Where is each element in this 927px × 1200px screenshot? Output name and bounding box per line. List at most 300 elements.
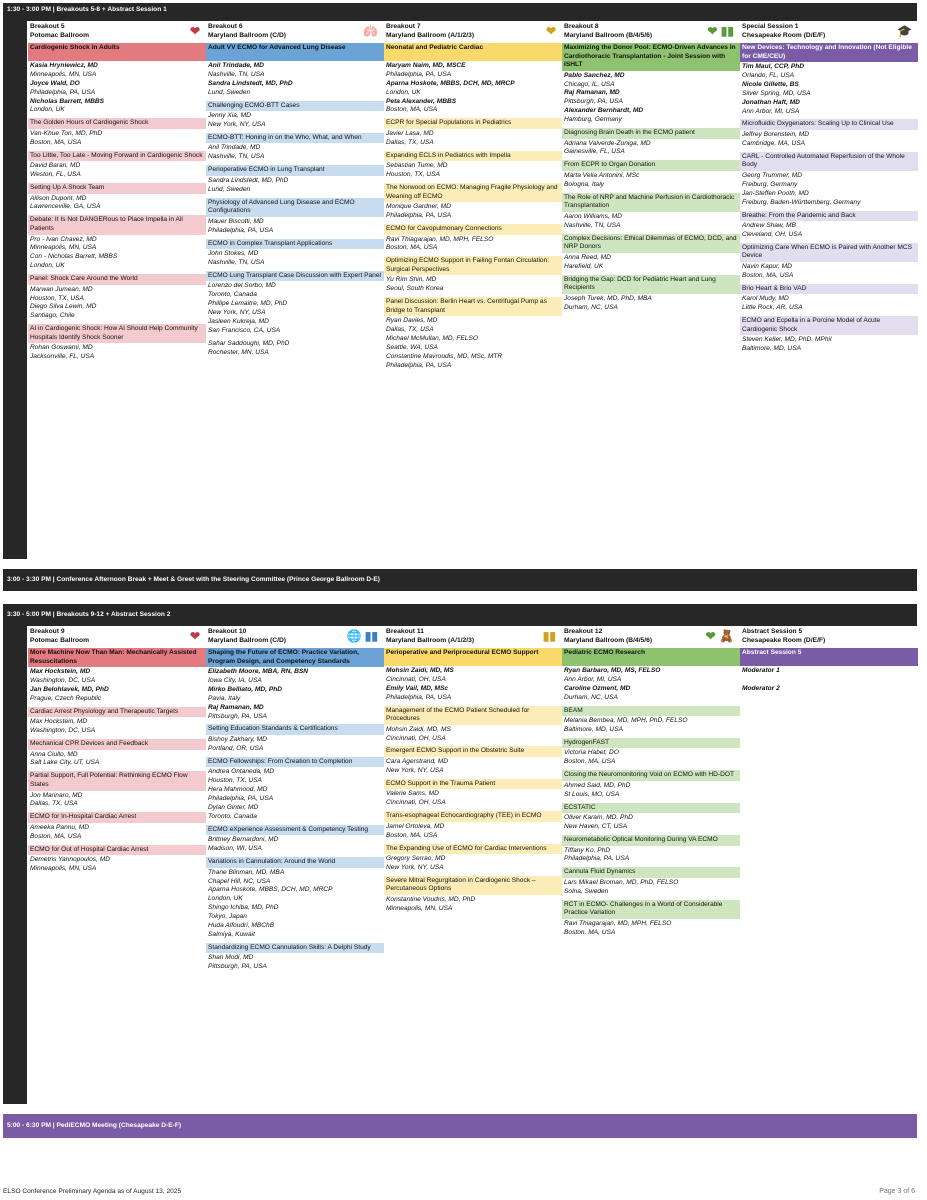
speaker-name: Allison Dupont, MD [30, 194, 87, 202]
speaker-list [384, 61, 562, 118]
speaker-location: Little Rock, AR, USA [742, 304, 803, 312]
talk-title[interactable]: Closing the Neuromonitoring Void on ECMO with HD-DOT [562, 770, 740, 781]
session-number: Breakout 9 [30, 628, 65, 635]
session-header [740, 628, 918, 648]
talk-title[interactable]: Physiology of Advanced Lung Disease and ECMO Configurations [206, 198, 384, 217]
speaker-location: Philadelphia, PA, USA [564, 855, 630, 863]
speaker-name: Marwan Jumean, MD [30, 285, 93, 293]
speaker-list [562, 781, 740, 803]
talk-title[interactable]: The Role of NRP and Machine Perfusion in Cardiothoracic Transplantation [562, 193, 740, 212]
speaker-name: Karol Mudy, MD [742, 295, 789, 303]
speaker-list [384, 854, 562, 876]
speaker-list [28, 823, 206, 845]
talk-title[interactable]: Management of the ECMO Patient Scheduled for Procedures [384, 706, 562, 725]
session-column [740, 23, 918, 357]
speaker-name: Marta Velia Antonini, MSc [564, 171, 640, 179]
talk-title[interactable]: Bridging the Gap: DCD for Pediatric Heart and Lung Recipients [562, 275, 740, 294]
speaker-list [562, 878, 740, 900]
speaker-list [206, 767, 384, 824]
speaker-location: Salt Lake City, UT, USA [30, 759, 100, 767]
speaker-list [206, 667, 384, 724]
speaker-location: Boston, MA, USA [564, 758, 616, 766]
speaker-location: Boston, MA, USA [30, 832, 82, 840]
speaker-location: New York, NY, USA [386, 863, 444, 871]
speaker-location: Houston, TX, USA [208, 777, 262, 785]
talk-title[interactable]: Debate: It Is Not DANGERous to Place Impella in All Patients [28, 215, 206, 234]
speaker-location: Philadelphia, PA, USA [386, 212, 452, 220]
speaker-name: Victoria Habet, DO [564, 749, 619, 757]
speaker-location: New York, NY, USA [208, 309, 266, 317]
session-column [384, 628, 562, 917]
talk-title[interactable]: Panel Discussion: Berlin Heart vs. Centrifugal Pump as Bridge to Transplant [384, 297, 562, 316]
speaker-location: Cincinnati, OH, USA [386, 799, 446, 807]
talk-title[interactable]: AI in Cardiogenic Shock: How AI Should Help Community Hospitals Identify Shock Sooner [28, 324, 206, 343]
talk-title[interactable]: ECMO for Out of Hospital Cardiac Arrest [28, 845, 206, 856]
speaker-location: Chapel Hill, NC, USA [208, 877, 271, 885]
speaker-name: Tiffany Ko, PhD [564, 846, 611, 854]
talk-title[interactable]: Mechanical CPR Devices and Feedback [28, 739, 206, 750]
speaker-list [206, 61, 384, 101]
speaker-list [28, 791, 206, 813]
session-header [28, 23, 206, 43]
speaker-name: Anna Reed, MD [564, 253, 611, 261]
speaker-list [206, 735, 384, 757]
session-number: Abstract Session 5 [742, 628, 803, 635]
speaker-location: Pavia, Italy [208, 694, 241, 702]
speaker-name: Valerie Sams, MD [386, 790, 439, 798]
speaker-location: Toronto, Canada [208, 812, 257, 820]
speaker-location: Santiago, Chile [30, 312, 75, 320]
session-room: Maryland Ballroom (A/1/2/3) [386, 636, 475, 644]
speaker-list [28, 667, 206, 707]
session-title[interactable]: Pediatric ECMO Research [562, 648, 740, 666]
topic-icon: 🫁 [363, 24, 378, 38]
speaker-location: Philadelphia, PA, USA [386, 70, 452, 78]
speaker-location: Durham, NC, USA [564, 693, 618, 701]
speaker-list [28, 750, 206, 772]
speaker-location: Houston, TX, USA [30, 294, 84, 302]
speaker-list [28, 194, 206, 216]
speaker-location: Hamburg, Germany [564, 116, 622, 124]
session-time-bar-2: 3:00 - 3:30 PM | Conference Afternoon Break + Meet & Greet with the Steering Committee (Prince George Ballroom D-E) [3, 569, 917, 591]
speaker-location: London, UK [30, 106, 65, 114]
speaker-location: Nashville, TN, USA [564, 221, 621, 229]
talk-title[interactable]: Complex Decisions: Ethical Dilemmas of ECMO, DCD, and NRP Donors [562, 234, 740, 253]
talk-title[interactable]: ECMO eXperience Assessment & Competency Testing [206, 825, 384, 836]
speaker-name: Aparna Hoskote, MBBS, DCH, MD, MRCP [208, 886, 333, 894]
topic-icon: ❤ ▮▮ [707, 24, 734, 38]
session-header [562, 628, 740, 648]
speaker-name: Caroline Ozment, MD [564, 684, 631, 692]
talk-title[interactable]: ECMO Fellowships: From Creation to Completion [206, 757, 384, 768]
speaker-name: Monique Gardner, MD [386, 203, 451, 211]
talk-title[interactable]: Setting Education Standards & Certifications [206, 724, 384, 735]
speaker-location: Baltimore, MD, USA [564, 726, 623, 734]
speaker-location: Dallas, TX, USA [386, 138, 434, 146]
speaker-location: Ann Arbor, MI, USA [564, 675, 622, 683]
speaker-list [740, 294, 918, 316]
speaker-name: Michael McMullan, MD, FELSO [386, 335, 478, 343]
speaker-name: Jasleen Kukreja, MD [208, 317, 269, 325]
speaker-location: Minneapolis, MN, USA [30, 70, 97, 78]
speaker-list [562, 666, 740, 706]
session-number: Breakout 7 [386, 23, 421, 30]
session-title[interactable]: Perioperative and Periprocedural ECMO Support [384, 648, 562, 666]
speaker-name: Jonathan Haft, MD [742, 98, 800, 106]
session-room: Chesapeake Room (D/E/F) [742, 636, 826, 644]
speaker-list [562, 294, 740, 316]
speaker-name: Elizabeth Moore, MBA, RN, BSN [208, 668, 309, 676]
speaker-location [742, 676, 916, 685]
speaker-name: Ravi Thiagarajan, MD, MPH, FELSO [564, 919, 672, 927]
topic-icon: ❤ [189, 24, 200, 38]
speaker-name: Max Hockstein, MD [30, 718, 88, 726]
speaker-list [28, 161, 206, 183]
speaker-name: Mirko Belliato, MD, PhD [208, 685, 283, 693]
topic-icon: ❤ [545, 24, 556, 38]
speaker-location: Madison, WI, USA [208, 845, 262, 853]
session-column [28, 23, 206, 365]
talk-title[interactable]: Cardiac Arrest Physiology and Therapeutic Targets [28, 707, 206, 718]
speaker-name: Moderator 1 [742, 667, 780, 674]
speaker-list [28, 285, 206, 325]
session-title[interactable]: Maximizing the Donor Pool: ECMO-Driven Advances in Cardiothoracic Transplantation - Joint Session with ISHLT [562, 43, 740, 71]
speaker-name: Jon Marinaro, MD [30, 791, 83, 799]
talk-title[interactable]: Emergent ECMO Support in the Obstetric Suite [384, 746, 562, 757]
speaker-list [206, 217, 384, 239]
speaker-name: Steven Keller, MD, PhD, MPhil [742, 336, 832, 344]
talk-title[interactable]: ECSTATIC [562, 803, 740, 814]
speaker-name: Mohsin Zaidi, MD, MS [386, 667, 454, 674]
speaker-name: Jan-Steffen Pooth, MD [742, 189, 809, 197]
session-column [206, 23, 384, 361]
speaker-name: Sahar Saddoughi, MD, PhD [208, 339, 290, 347]
speaker-list [740, 335, 918, 357]
speaker-name: Mohsin Zaidi, MD, MS [386, 725, 451, 733]
speaker-location: St Louis, MO, USA [564, 790, 620, 798]
speaker-list [562, 919, 740, 941]
speaker-name: Van-Khue Ton, MD, PhD [30, 129, 103, 137]
session-title[interactable]: Shaping the Future of ECMO: Practice Variation, Program Design, and Competency Standards [206, 648, 384, 667]
talk-title[interactable]: CARL - Controlled Automated Reperfusion of the Whole Body [740, 152, 918, 171]
speaker-name: John Stokes, MD [208, 250, 259, 258]
speaker-name: Ravi Thiagarajan, MD, MPH, FELSO [386, 235, 494, 243]
speaker-location: Minneapolis, MN, USA [386, 904, 453, 912]
speaker-location: Lund, Sweden [208, 88, 251, 96]
session-header [206, 628, 384, 648]
speaker-name: Lorenzo del Sorbo, MD [208, 282, 276, 290]
speaker-name: Anna Ciullo, MD [30, 750, 78, 758]
talk-title[interactable]: Cannula Fluid Dynamics [562, 867, 740, 878]
session-number: Breakout 6 [208, 23, 243, 30]
speaker-list [206, 868, 384, 943]
speaker-list [562, 813, 740, 835]
talk-title[interactable]: Perioperative ECMO in Lung Transplant [206, 165, 384, 176]
speaker-list [740, 262, 918, 284]
speaker-location: Philadelphia, PA, USA [386, 361, 452, 369]
speaker-list [384, 789, 562, 811]
speaker-location: London, UK [30, 262, 65, 270]
session-number: Special Session 1 [742, 23, 799, 30]
talk-title[interactable]: Brio Heart & Brio VAD [740, 284, 918, 295]
speaker-location: Pittsburgh, PA, USA [208, 963, 267, 971]
speaker-location: Boston, MA, USA [30, 138, 82, 146]
speaker-list [562, 212, 740, 234]
speaker-location: Tokyo, Japan [208, 913, 247, 921]
speaker-location: Philadelphia, PA, USA [30, 88, 96, 96]
talk-title[interactable]: ECMO-BTT: Honing in on the Who, What, and When [206, 133, 384, 144]
talk-title[interactable]: Severe Mitral Regurgitation in Cardiogenic Shock – Percutaneous Options [384, 876, 562, 895]
speaker-list [28, 855, 206, 877]
speaker-name: Oliver Karam, MD, PhD [564, 814, 633, 822]
speaker-location: Minneapolis, MN, USA [30, 865, 97, 873]
session-column [740, 628, 918, 697]
talk-title[interactable]: The Norwood on ECMO: Managing Fragile Physiology and Weaning off ECMO [384, 183, 562, 202]
speaker-list [384, 895, 562, 917]
speaker-location: Iowa City, IA, USA [208, 677, 262, 685]
session-number: Breakout 5 [30, 23, 65, 30]
speaker-location: Prague, Czech Republic [30, 694, 102, 702]
speaker-name: Gregory Serrao, MD [386, 855, 446, 863]
speaker-list [562, 748, 740, 770]
session-number: Breakout 12 [564, 628, 603, 635]
speaker-name: Phillipe Lemaitre, MD, PhD [208, 300, 288, 308]
speaker-list [206, 249, 384, 271]
session-number: Breakout 8 [564, 23, 599, 30]
session-column [206, 628, 384, 975]
session-number: Breakout 10 [208, 628, 247, 635]
speaker-location: Seattle, WA, USA [386, 343, 438, 351]
talk-title[interactable]: ECMO Lung Transplant Case Discussion with Expert Panel [206, 271, 384, 282]
speaker-location: Lund, Sweden [208, 185, 251, 193]
speaker-list [740, 171, 918, 211]
speaker-name: Ryan Barbaro, MD, MS, FELSO [564, 667, 661, 674]
speaker-list [384, 129, 562, 151]
speaker-list [384, 275, 562, 297]
speaker-name: Cara Agerstrand, MD [386, 758, 449, 766]
session-title[interactable]: Neonatal and Pediatric Cardiac [384, 43, 562, 61]
speaker-name: Aparna Hoskote, MBBS, DCH, MD, MRCP [386, 79, 515, 87]
speaker-name: Pablo Sanchez, MD [564, 71, 625, 79]
speaker-name: Brittney Bernardoni, MD [208, 836, 279, 844]
speaker-name: Nicholas Barrett, MBBS [30, 97, 105, 105]
speaker-name: Nicole Gillette, BS [742, 80, 799, 88]
speaker-location: Philadelphia, PA, USA [208, 226, 274, 234]
session-header [384, 23, 562, 43]
speaker-location: Pittsburgh, PA, USA [208, 712, 267, 720]
talk-title[interactable]: Challenging ECMO-BTT Cases [206, 101, 384, 112]
talk-title[interactable]: Optimizing ECMO Support in Failing Fontan Circulation: Surgical Perspectives [384, 256, 562, 275]
session-header [562, 23, 740, 43]
speaker-location: Freiburg, Germany [742, 180, 798, 188]
speaker-name: Rohan Goswami, MD [30, 344, 93, 352]
session-column [562, 23, 740, 315]
speaker-list [206, 953, 384, 975]
talk-title[interactable]: The Expanding Use of ECMO for Cardiac Interventions [384, 844, 562, 855]
speaker-list [384, 822, 562, 844]
session-title[interactable]: New Devices: Technology and Innovation (Not Eligible for CME/CEU) [740, 43, 918, 62]
session-title[interactable]: Cardiogenic Shock in Adults [28, 43, 206, 61]
session-time-bar-3: 3:30 - 5:00 PM | Breakouts 9-12 + Abstract Session 2 [3, 604, 917, 626]
session-room: Maryland Ballroom (C/D) [208, 31, 287, 39]
speaker-location: Orlando, FL, USA [742, 72, 795, 80]
speaker-name: Ameeka Pannu, MD [30, 823, 90, 831]
talk-title[interactable]: BEAM [562, 706, 740, 717]
talk-title[interactable]: RCT in ECMO- Challenges in a World of Considerable Practice Variation [562, 900, 740, 919]
speaker-location: New York, NY, USA [208, 121, 266, 129]
session-room: Maryland Ballroom (A/1/2/3) [386, 31, 475, 39]
talk-title[interactable]: Optimizing Care When ECMO is Paired with Another MCS Device [740, 243, 918, 262]
speaker-location: Seoul, South Korea [386, 285, 444, 293]
speaker-list [562, 139, 740, 161]
talk-title[interactable]: ECMO for In-Hospital Cardiac Arrest [28, 812, 206, 823]
speaker-name: Raj Ramanan, MD [208, 703, 264, 711]
session-column [384, 23, 562, 374]
speaker-location: Washington, DC, USA [30, 727, 96, 735]
session-time-bar-1: 1:30 - 3:00 PM | Breakouts 5-8 + Abstract Session 1 [3, 3, 917, 21]
session-title[interactable]: Adult VV ECMO for Advanced Lung Disease [206, 43, 384, 61]
speaker-list [384, 235, 562, 257]
talk-title[interactable]: Microfluidic Oxygenators: Scaling Up to Clinical Use [740, 119, 918, 130]
speaker-name: Hera Mahmood, MD [208, 786, 268, 794]
speaker-location: Dallas, TX, USA [386, 326, 434, 334]
speaker-name: Kasia Hryniewicz, MD [30, 62, 98, 69]
session-header [740, 23, 918, 43]
speaker-location: Chicago, IL, USA [564, 80, 615, 88]
topic-icon: 🌐 ▮▮ [346, 629, 378, 643]
speaker-location: Boston, MA, USA [386, 244, 438, 252]
speaker-location: Harefield, UK [564, 262, 604, 270]
session-number: Breakout 11 [386, 628, 424, 635]
speaker-name: Lars Mikael Broman, MD, PhD, FELSO [564, 878, 679, 886]
topic-icon: ❤ 🧸 [705, 629, 734, 643]
speaker-location: Pittsburgh, PA, USA [564, 98, 623, 106]
speaker-name: Jan Belohlavek, MD, PhD [30, 685, 109, 693]
speaker-name: Peta Alexander, MBBS [386, 97, 457, 105]
speaker-list [28, 717, 206, 739]
speaker-name: Jeffrey Borenstein, MD [742, 131, 810, 139]
talk-title[interactable]: Variations in Cannulation: Around the World [206, 857, 384, 868]
speaker-name: Javier Lasa, MD [386, 129, 434, 137]
talk-title[interactable]: ECMO for Cavopulmonary Connections [384, 224, 562, 235]
speaker-name: Anil Trindade, MD [208, 144, 261, 152]
talk-title[interactable]: Neurometabolic Optical Monitoring During VA ECMO [562, 835, 740, 846]
talk-title[interactable]: HydrogenFAST [562, 738, 740, 749]
talk-title[interactable]: Setting Up A Shock Team [28, 183, 206, 194]
speaker-name: Con - Nicholas Barrett, MBBS [30, 253, 118, 261]
talk-title[interactable]: ECMO and Ecpella in a Porcine Model of Acute Cardiogenic Shock [740, 316, 918, 335]
talk-title[interactable]: Too Little, Too Late - Moving Forward in Cardiogenic Shock [28, 151, 206, 162]
speaker-name: Joseph Turek, MD, PhD, MBA [564, 294, 652, 302]
speaker-name: Demetris Yannopoulos, MD [30, 856, 111, 864]
speaker-name: Sandra Lindstedt, MD, PhD [208, 176, 289, 184]
speaker-list [384, 316, 562, 373]
speaker-name: Mauer Biscotti, MD [208, 217, 264, 225]
sidebar-block-1 [3, 21, 27, 559]
speaker-name: David Baran, MD [30, 162, 81, 170]
speaker-list [384, 725, 562, 747]
session-title[interactable]: Abstract Session 5 [740, 648, 918, 666]
talk-title[interactable]: The Golden Hours of Cardiogenic Shock [28, 118, 206, 129]
session-room: Maryland Ballroom (B/4/5/6) [564, 636, 653, 644]
speaker-location: New York, NY, USA [386, 766, 444, 774]
speaker-location: Rochester, MN, USA [208, 348, 269, 356]
speaker-list [740, 62, 918, 119]
talk-title[interactable]: Expanding ECLS in Pediatrics with Impella [384, 151, 562, 162]
speaker-name: Sebastian Tume, MD [386, 162, 448, 170]
speaker-location: Freiburg, Baden-Württemberg, Germany [742, 198, 861, 206]
topic-icon: ▮▮ [542, 629, 556, 643]
speaker-name: Jamel Ortoleva, MD [386, 822, 445, 830]
speaker-name: Constantine Mavroudis, MD, MSc, MTR [386, 352, 503, 360]
speaker-location: New Haven, CT, USA [564, 823, 628, 831]
speaker-list [206, 111, 384, 133]
speaker-name: Huda Alfoudri, MBChB [208, 921, 275, 929]
speaker-list [28, 343, 206, 365]
speaker-location: Boston, MA, USA [386, 106, 438, 114]
speaker-name: Tim Maul, CCP, PhD [742, 63, 805, 71]
speaker-list [28, 129, 206, 151]
speaker-name: Andrea Ontaneda, MD [208, 768, 274, 776]
talk-title[interactable]: Panel: Shock Care Around the World [28, 274, 206, 285]
speaker-location: Nashville, TN, USA [208, 258, 265, 266]
speaker-list [384, 202, 562, 224]
speaker-list [562, 716, 740, 738]
speaker-location: Boston, MA, USA [564, 928, 616, 936]
session-header [206, 23, 384, 43]
topic-icon: 🎓 [897, 24, 912, 38]
speaker-location: Gainesville, FL, USA [564, 148, 625, 156]
speaker-list [740, 130, 918, 152]
speaker-location: London, UK [208, 895, 243, 903]
speaker-list [206, 176, 384, 198]
speaker-location: San Francisco, CA, USA [208, 326, 281, 334]
speaker-name: Yu Rim Shin, MD [386, 276, 437, 284]
speaker-list [384, 666, 562, 706]
speaker-location: Silver Spring, MD, USA [742, 89, 811, 97]
talk-title[interactable]: Standardizing ECMO Cannulation Skills: A Delphi Study [206, 943, 384, 954]
session-room: Maryland Ballroom (B/4/5/6) [564, 31, 653, 39]
speaker-location: Cleveland, OH, USA [742, 230, 803, 238]
speaker-list [206, 143, 384, 165]
speaker-location: Nashville, TN, USA [208, 153, 265, 161]
speaker-name: Maryam Naim, MD, MSCE [386, 62, 466, 69]
talk-title[interactable]: ECPR for Special Populations in Pediatrics [384, 118, 562, 129]
talk-title[interactable]: Diagnosing Brain Death in the ECMO patient [562, 128, 740, 139]
talk-title[interactable]: ECMO Support in the Trauma Patient [384, 779, 562, 790]
speaker-location: Boston, MA, USA [742, 271, 794, 279]
speaker-name: Georg Trummer, MD [742, 171, 802, 179]
speaker-list [384, 161, 562, 183]
talk-title[interactable]: ECMO in Complex Transplant Applications [206, 239, 384, 250]
speaker-location: Cambridge, MA, USA [742, 139, 806, 147]
footer-agenda-note: ELSO Conference Preliminary Agenda as of August 13, 2025 [3, 1188, 182, 1195]
session-title[interactable]: More Machine Now Than Man: Mechanically Assisted Resuscitations [28, 648, 206, 667]
speaker-list [384, 757, 562, 779]
speaker-list [206, 281, 384, 338]
talk-title[interactable]: Partial Support, Full Potential: Rethinking ECMO Flow States [28, 771, 206, 790]
talk-title[interactable]: From ECPR to Organ Donation [562, 160, 740, 171]
session-room: Chesapeake Room (D/E/F) [742, 31, 826, 39]
speaker-location: Cincinnati, OH, USA [386, 675, 446, 683]
speaker-name: Max Hockstein, MD [30, 668, 91, 676]
speaker-name: Pro - Ivan Chavez, MD [30, 235, 97, 243]
speaker-name: Ryan Davies, MD [386, 317, 438, 325]
speaker-name: Melania Bembea, MD, MPH, PhD, FELSO [564, 717, 688, 725]
talk-title[interactable]: Breathe: From the Pandemic and Back [740, 211, 918, 222]
talk-title[interactable]: Trans-esophageal Echocardiography (TEE) in ECMO [384, 811, 562, 822]
topic-icon: ❤ [189, 629, 200, 643]
